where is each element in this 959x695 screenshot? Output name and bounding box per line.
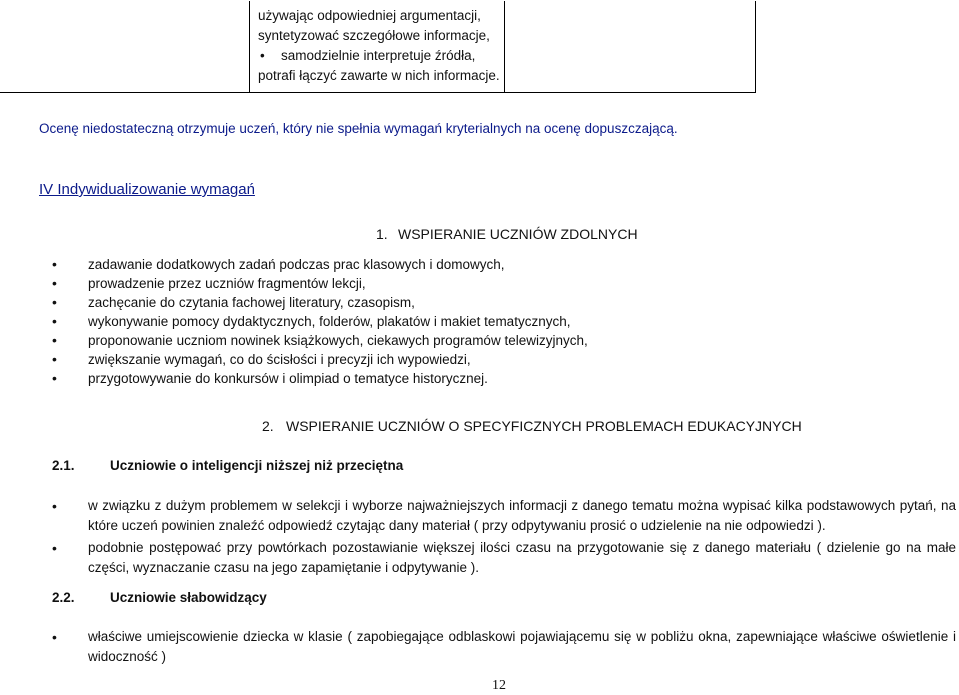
table-cell-text bbox=[258, 6, 503, 86]
subsection-number: 2.2. bbox=[52, 590, 75, 605]
section2-number: 2. bbox=[262, 418, 274, 434]
list-item: • zwiększanie wymagań, co do ścisłości i precyzji ich wypowiedzi, bbox=[0, 350, 588, 369]
low-intelligence-support-list bbox=[0, 496, 956, 580]
page-number: 12 bbox=[492, 678, 506, 693]
grade-note: Ocenę niedostateczną otrzymuje uczeń, który nie spełnia wymagań kryterialnych na ocenę dopuszczającą. bbox=[39, 121, 678, 136]
subsection-title: Uczniowie słabowidzący bbox=[110, 590, 267, 605]
list-item: • prowadzenie przez uczniów fragmentów lekcji, bbox=[0, 274, 588, 293]
subsection-2-1-heading bbox=[52, 458, 403, 473]
section1-heading bbox=[376, 226, 638, 242]
list-item: • właściwe umiejscowienie dziecka w klasie ( zapobiegające odblaskowi pojawiającemu się w pobliżu okna, zapewniające właściwe oświetlenie i widoczność ) bbox=[88, 627, 956, 667]
list-item: • zachęcanie do czytania fachowej literatury, czasopism, bbox=[0, 293, 588, 312]
list-item: • wykonywanie pomocy dydaktycznych, folderów, plakatów i makiet tematycznych, bbox=[0, 312, 588, 331]
list-item: • przygotowywanie do konkursów i olimpiad o tematyce historycznej. bbox=[0, 369, 588, 388]
section1-number: 1. bbox=[376, 226, 388, 242]
table-line: używając odpowiedniej argumentacji, bbox=[258, 8, 481, 23]
section2-heading bbox=[262, 418, 802, 434]
list-item: • zadawanie dodatkowych zadań podczas prac klasowych i domowych, bbox=[0, 255, 588, 274]
gifted-support-list bbox=[0, 255, 588, 388]
criteria-table-fragment bbox=[0, 1, 756, 93]
section-heading: IV Indywidualizowanie wymagań bbox=[39, 181, 255, 198]
list-item: • podobnie postępować przy powtórkach pozostawianie większej ilości czasu na przygotowanie się z danego materiału ( dzielenie go na małe części, wyznaczanie czasu na jego zapamiętanie i odpytywanie ). bbox=[88, 538, 956, 578]
visually-impaired-support-list bbox=[0, 627, 956, 669]
section1-title: WSPIERANIE UCZNIÓW ZDOLNYCH bbox=[398, 226, 638, 242]
subsection-title: Uczniowie o inteligencji niższej niż przeciętna bbox=[110, 458, 404, 473]
subsection-number: 2.1. bbox=[52, 458, 75, 473]
list-item: • proponowanie uczniom nowinek książkowych, ciekawych programów telewizyjnych, bbox=[0, 331, 588, 350]
subsection-2-2-heading bbox=[52, 590, 267, 605]
section2-title: WSPIERANIE UCZNIÓW O SPECYFICZNYCH PROBLEMACH EDUKACYJNYCH bbox=[286, 418, 802, 434]
table-line: potrafi łączyć zawarte w nich informacje. bbox=[258, 68, 500, 83]
table-cell bbox=[0, 1, 250, 93]
table-cell bbox=[505, 1, 756, 93]
table-bullet-line: • samodzielnie interpretuje źródła, bbox=[258, 46, 503, 66]
list-item: • w związku z dużym problemem w selekcji i wyborze najważniejszych informacji z danego tematu można wypisać kilka podstawowych pytań, na które uczeń powinien znaleźć odpowiedź czytając dany materiał ( przy odpytywaniu prosić o udzielenie na nie odpowiedzi ). bbox=[88, 496, 956, 536]
table-line: syntetyzować szczegółowe informacje, bbox=[258, 28, 490, 43]
